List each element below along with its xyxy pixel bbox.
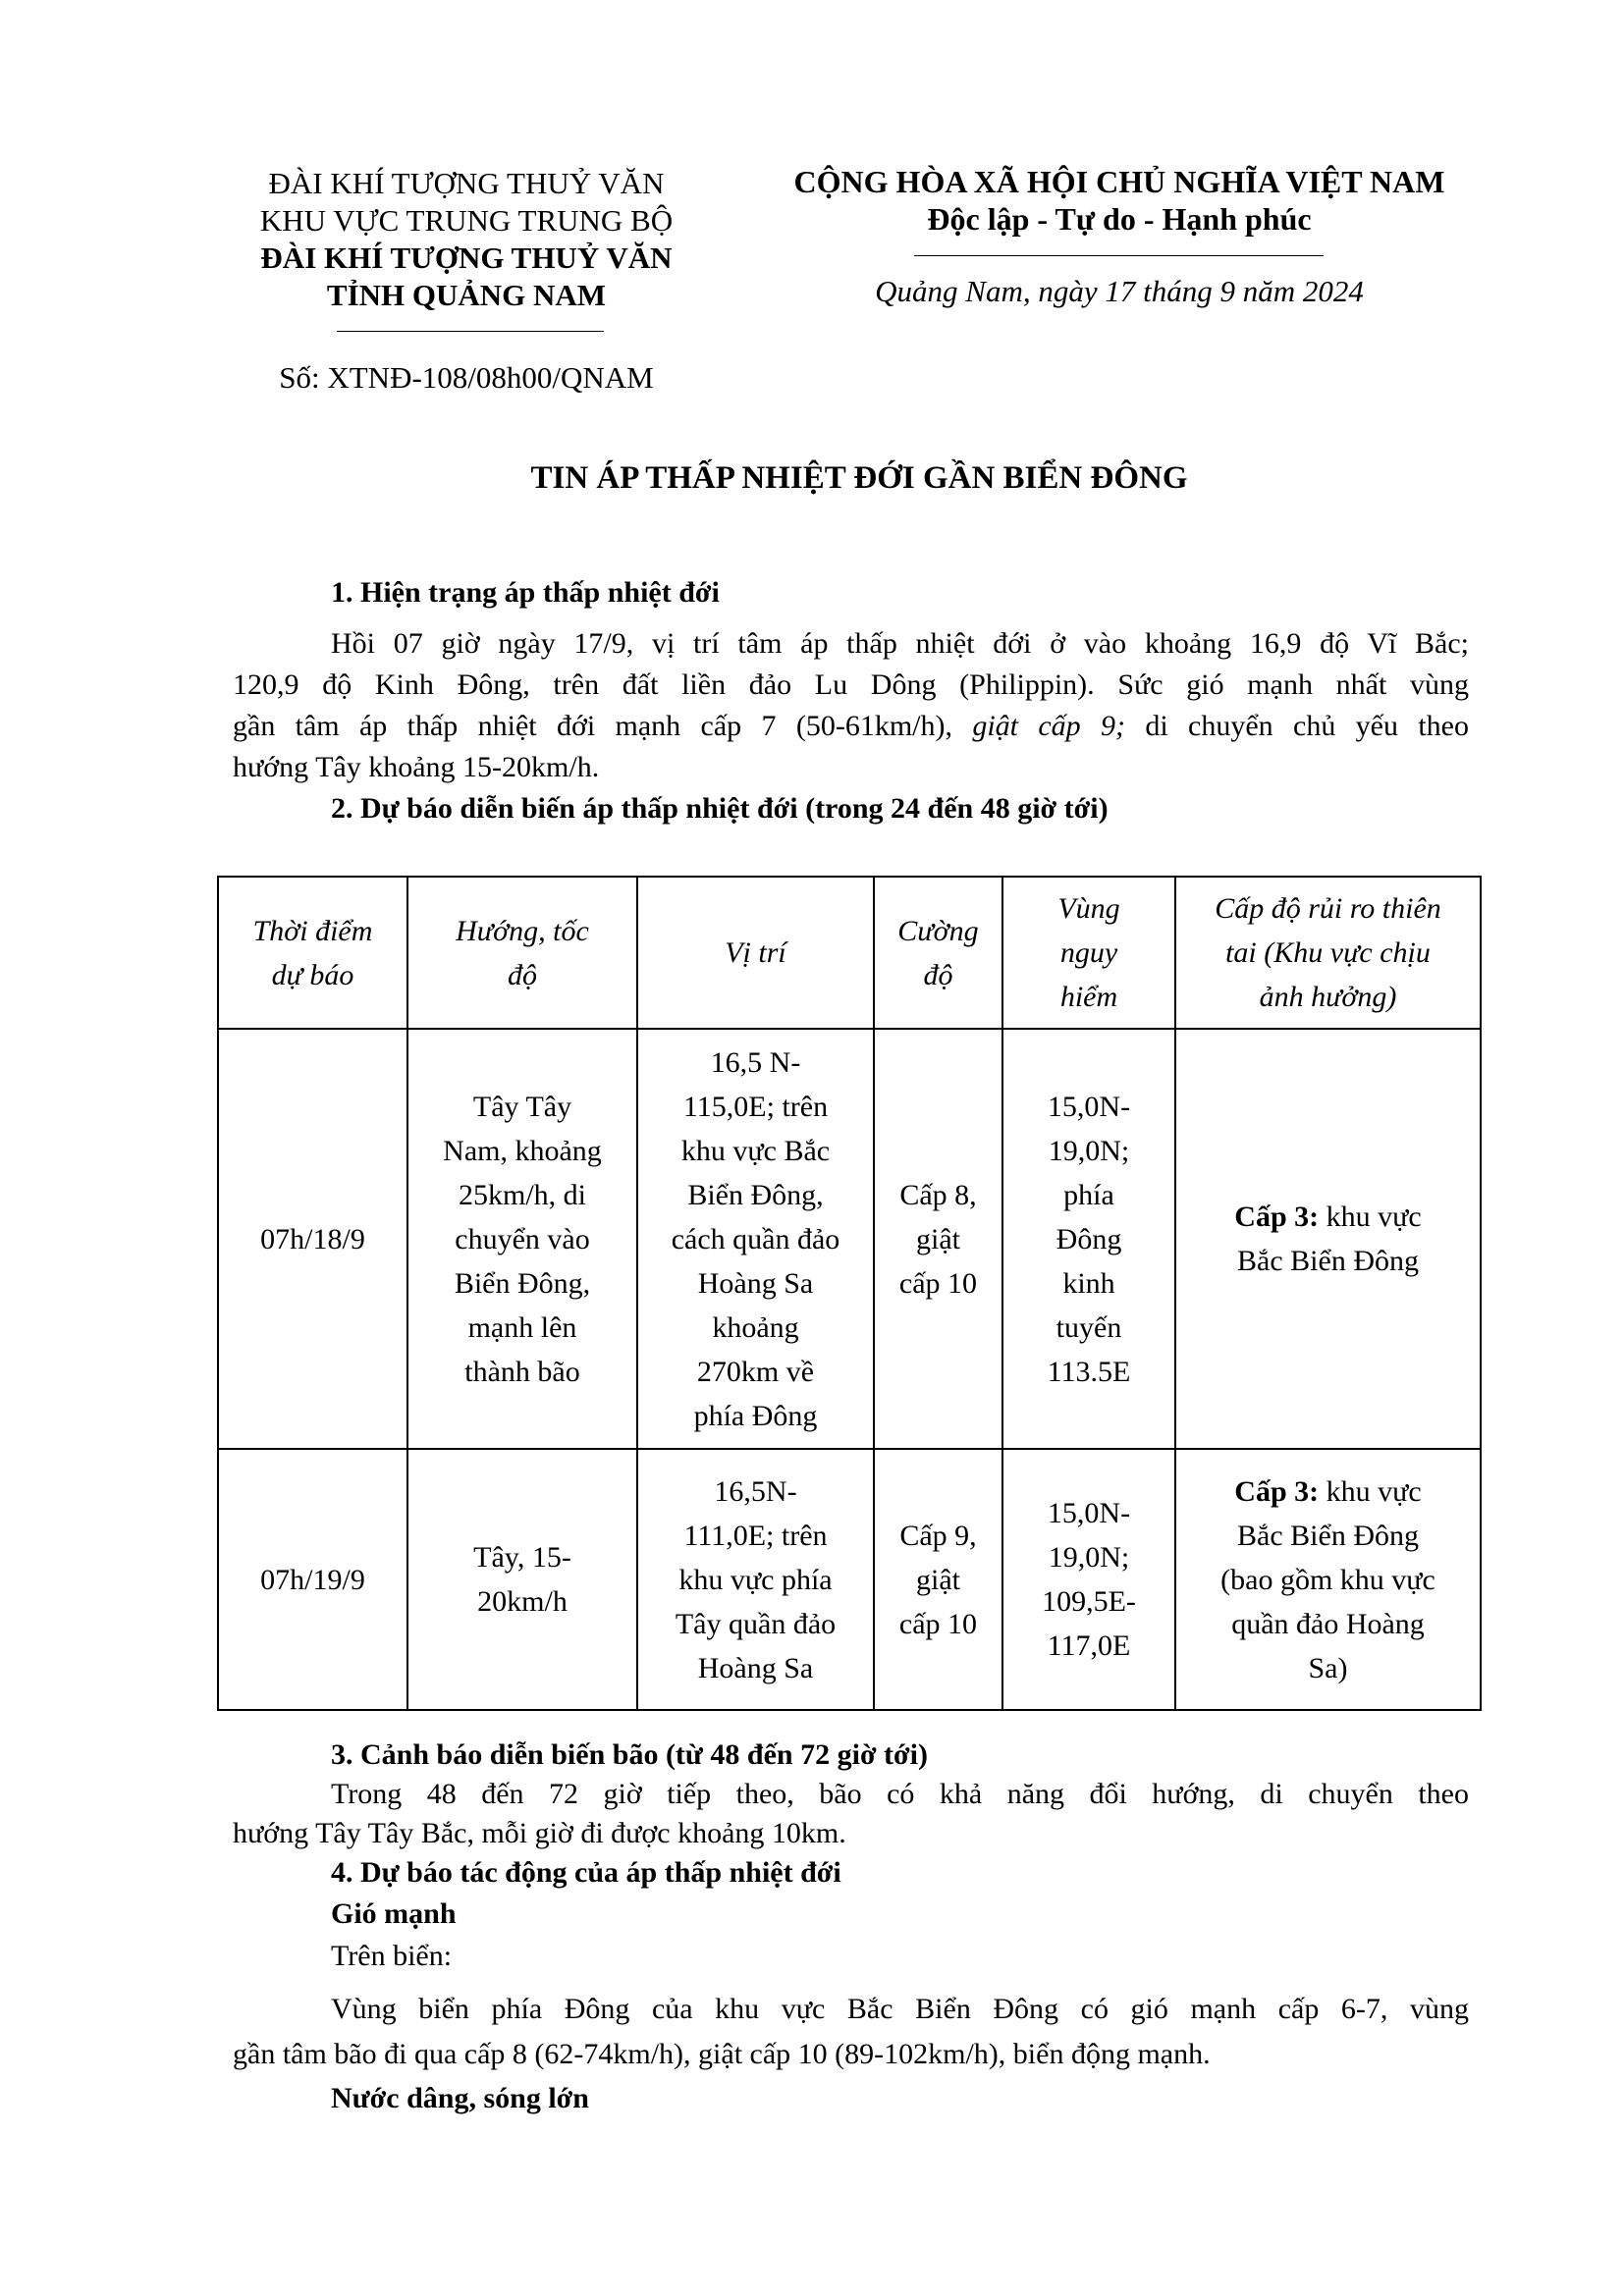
section-3-line: hướng Tây Tây Bắc, mỗi giờ đi được khoảng 10km.	[233, 1817, 846, 1849]
forecast-table	[217, 876, 1482, 1711]
cell-text-line: 19,0N;	[1048, 1541, 1130, 1574]
cell-text-line	[1180, 1469, 1476, 1514]
cell-text-line: 07h/18/9	[260, 1222, 365, 1255]
cell-text-line: mạnh lên	[467, 1310, 577, 1344]
cell-text-line: 270km về	[696, 1355, 815, 1388]
cell-text-line: Cấp 8,	[899, 1178, 977, 1211]
section-1-text: gần tâm áp thấp nhiệt đới mạnh cấp 7 (50-61km/h),	[233, 710, 973, 742]
cell-text-line: Tây quần đảo	[675, 1607, 837, 1640]
cell-text-line	[1180, 1195, 1476, 1239]
cell-text-line: thành bão	[464, 1355, 580, 1388]
cell-time	[218, 1029, 407, 1449]
nation-name: CỘNG HÒA XÃ HỘI CHỦ NGHĨA VIỆT NAM	[793, 164, 1445, 199]
cell-text-line: Cấp 9,	[899, 1519, 977, 1552]
motto-underline	[914, 255, 1324, 256]
cell-text-line: khu vực phía	[678, 1563, 833, 1596]
national-motto: Độc lập - Tự do - Hạnh phúc	[927, 201, 1312, 237]
section-1-line: hướng Tây khoảng 15-20km/h.	[233, 751, 600, 783]
cell-text-line: 109,5E-	[1042, 1585, 1136, 1618]
surge-waves-heading: Nước dâng, sóng lớn	[331, 2082, 589, 2114]
section-1-line	[233, 706, 1469, 747]
cell-danger-zone	[1002, 1449, 1175, 1710]
risk-area-text: khu vực	[1319, 1201, 1422, 1233]
cell-text-line: 117,0E	[1047, 1629, 1131, 1662]
agency-provincial-name-2: TỈNH QUẢNG NAM	[326, 278, 607, 312]
risk-level-label: Cấp 3:	[1234, 1201, 1320, 1233]
cell-text-line: nguy	[1059, 936, 1118, 969]
cell-text-line: giật	[916, 1563, 960, 1596]
cell-text-line: cấp 10	[898, 1266, 978, 1300]
cell-position	[637, 1449, 874, 1710]
cell-text-line: độ	[923, 958, 953, 991]
agency-regional-name-1: ĐÀI KHÍ TƯỢNG THUỶ VĂN	[268, 166, 665, 200]
cell-text-line: tai (Khu vực chịu	[1225, 936, 1431, 969]
cell-text-line: dự báo	[271, 958, 354, 991]
cell-text-line: Tây Tây	[472, 1090, 572, 1123]
cell-time	[218, 1449, 407, 1710]
cell-text-line: Thời điểm	[252, 914, 373, 947]
cell-text-line: Bắc Biển Đông	[1237, 1519, 1419, 1552]
cell-position	[637, 1029, 874, 1449]
nation-block	[722, 163, 1517, 238]
section-1-text: di chuyển chủ yếu theo	[1125, 710, 1469, 742]
section-1	[233, 572, 1469, 829]
cell-text-line: giật	[916, 1222, 960, 1255]
section-3-4	[233, 1735, 1469, 2120]
section-4-heading: 4. Dự báo tác động của áp thấp nhiệt đới	[331, 1856, 841, 1889]
cell-text-line: (bao gồm khu vực	[1220, 1563, 1435, 1596]
cell-text-line: 16,5 N-	[710, 1045, 801, 1079]
header-direction-speed	[407, 877, 637, 1029]
table-row	[218, 1449, 1481, 1710]
cell-direction	[407, 1029, 637, 1449]
cell-text-line: khoảng	[712, 1310, 799, 1344]
header-danger-zone	[1002, 877, 1175, 1029]
cell-text-line: tuyến	[1056, 1310, 1122, 1344]
cell-text-line: Tây, 15-	[473, 1541, 571, 1574]
cell-text-line: chuyển vào	[455, 1222, 590, 1255]
cell-text-line: Đông	[1056, 1222, 1122, 1255]
cell-text-line: phía Đông	[693, 1399, 818, 1432]
cell-text-line: quần đảo Hoàng	[1231, 1607, 1425, 1640]
section-3-line: Trong 48 đến 72 giờ tiếp theo, bão có khả năng đổi hướng, di chuyển theo	[331, 1778, 1469, 1810]
cell-risk-level	[1175, 1029, 1481, 1449]
cell-text-line: Biển Đông,	[454, 1266, 591, 1300]
cell-text-line: 15,0N-	[1047, 1497, 1131, 1529]
cell-text-line: Vị trí	[725, 936, 786, 969]
cell-text-line: khu vực Bắc	[680, 1134, 831, 1167]
cell-text-line: Hướng, tốc	[456, 914, 589, 947]
cell-text-line: hiểm	[1059, 981, 1118, 1013]
document-title: TIN ÁP THẤP NHIỆT ĐỚI GẦN BIỂN ĐÔNG	[530, 460, 1188, 496]
cell-text-line: 25km/h, di	[458, 1178, 586, 1211]
header-position	[637, 877, 874, 1029]
table-row	[218, 1029, 1481, 1449]
section-4-line: gần tâm bão đi qua cấp 8 (62-74km/h), giật cấp 10 (89-102km/h), biển động mạnh.	[233, 2038, 1211, 2070]
section-1-line: Hồi 07 giờ ngày 17/9, vị trí tâm áp thấp nhiệt đới ở vào khoảng 16,9 độ Vĩ Bắc;	[331, 627, 1469, 660]
cell-text-line: 15,0N-	[1047, 1090, 1131, 1123]
cell-text-line: 07h/19/9	[260, 1563, 365, 1596]
section-3-heading: 3. Cảnh báo diễn biến bão (từ 48 đến 72 giờ tới)	[331, 1738, 928, 1771]
table-header-row	[218, 877, 1481, 1029]
cell-text-line: Cấp độ rủi ro thiên	[1215, 892, 1441, 925]
agency-block	[196, 165, 736, 314]
cell-risk-level	[1175, 1449, 1481, 1710]
cell-text-line: phía	[1063, 1178, 1114, 1211]
cell-text-line: độ	[508, 958, 537, 991]
at-sea-label: Trên biển:	[331, 1940, 453, 1972]
section-2-heading: 2. Dự báo diễn biến áp thấp nhiệt đới (trong 24 đến 48 giờ tới)	[331, 792, 1109, 825]
section-1-gust-italic: giật cấp 9;	[972, 710, 1126, 742]
document-number: Số: XTNĐ-108/08h00/QNAM	[279, 360, 654, 395]
header-risk-level	[1175, 877, 1481, 1029]
agency-regional-name-2: KHU VỰC TRUNG TRUNG BỘ	[259, 203, 674, 238]
strong-wind-heading: Gió mạnh	[331, 1897, 457, 1930]
cell-text-line: Hoàng Sa	[697, 1651, 814, 1684]
cell-direction	[407, 1449, 637, 1710]
cell-text-line: kinh	[1062, 1266, 1115, 1300]
cell-intensity	[874, 1029, 1002, 1449]
cell-text-line: cách quần đảo	[671, 1222, 840, 1255]
header-forecast-time	[218, 877, 407, 1029]
cell-intensity	[874, 1449, 1002, 1710]
cell-danger-zone	[1002, 1029, 1175, 1449]
section-4-line: Vùng biển phía Đông của khu vực Bắc Biển Đông có gió mạnh cấp 6-7, vùng	[331, 1993, 1469, 2025]
header-intensity	[874, 877, 1002, 1029]
place-date: Quảng Nam, ngày 17 tháng 9 năm 2024	[875, 274, 1364, 308]
cell-text-line: Biển Đông,	[687, 1178, 824, 1211]
cell-text-line: ảnh hưởng)	[1259, 981, 1397, 1013]
cell-text-line: 115,0E; trên	[682, 1090, 829, 1123]
risk-level-label: Cấp 3:	[1234, 1474, 1320, 1508]
cell-text-line: 113.5E	[1047, 1355, 1131, 1388]
cell-text-line: Hoàng Sa	[697, 1266, 814, 1300]
cell-text-line: Sa)	[1308, 1651, 1348, 1684]
cell-text-line: Nam, khoảng	[443, 1134, 602, 1167]
cell-text-line: Vùng	[1057, 892, 1120, 925]
cell-text-line: Bắc Biển Đông	[1237, 1245, 1419, 1277]
cell-text-line: cấp 10	[898, 1607, 978, 1640]
cell-text-line: 20km/h	[477, 1585, 568, 1618]
cell-text-line: 111,0E; trên	[683, 1519, 828, 1552]
agency-provincial-name-1: ĐÀI KHÍ TƯỢNG THUỶ VĂN	[260, 240, 673, 275]
cell-text-line: 19,0N;	[1048, 1134, 1130, 1167]
cell-text-line: Cường	[897, 914, 979, 947]
risk-area-text: khu vực	[1319, 1474, 1422, 1508]
agency-underline	[337, 331, 604, 332]
section-1-heading: 1. Hiện trạng áp thấp nhiệt đới	[331, 576, 720, 609]
cell-text-line: 16,5N-	[714, 1474, 797, 1508]
section-1-line: 120,9 độ Kinh Đông, trên đất liền đảo Lu Dông (Philippin). Sức gió mạnh nhất vùng	[233, 668, 1469, 701]
